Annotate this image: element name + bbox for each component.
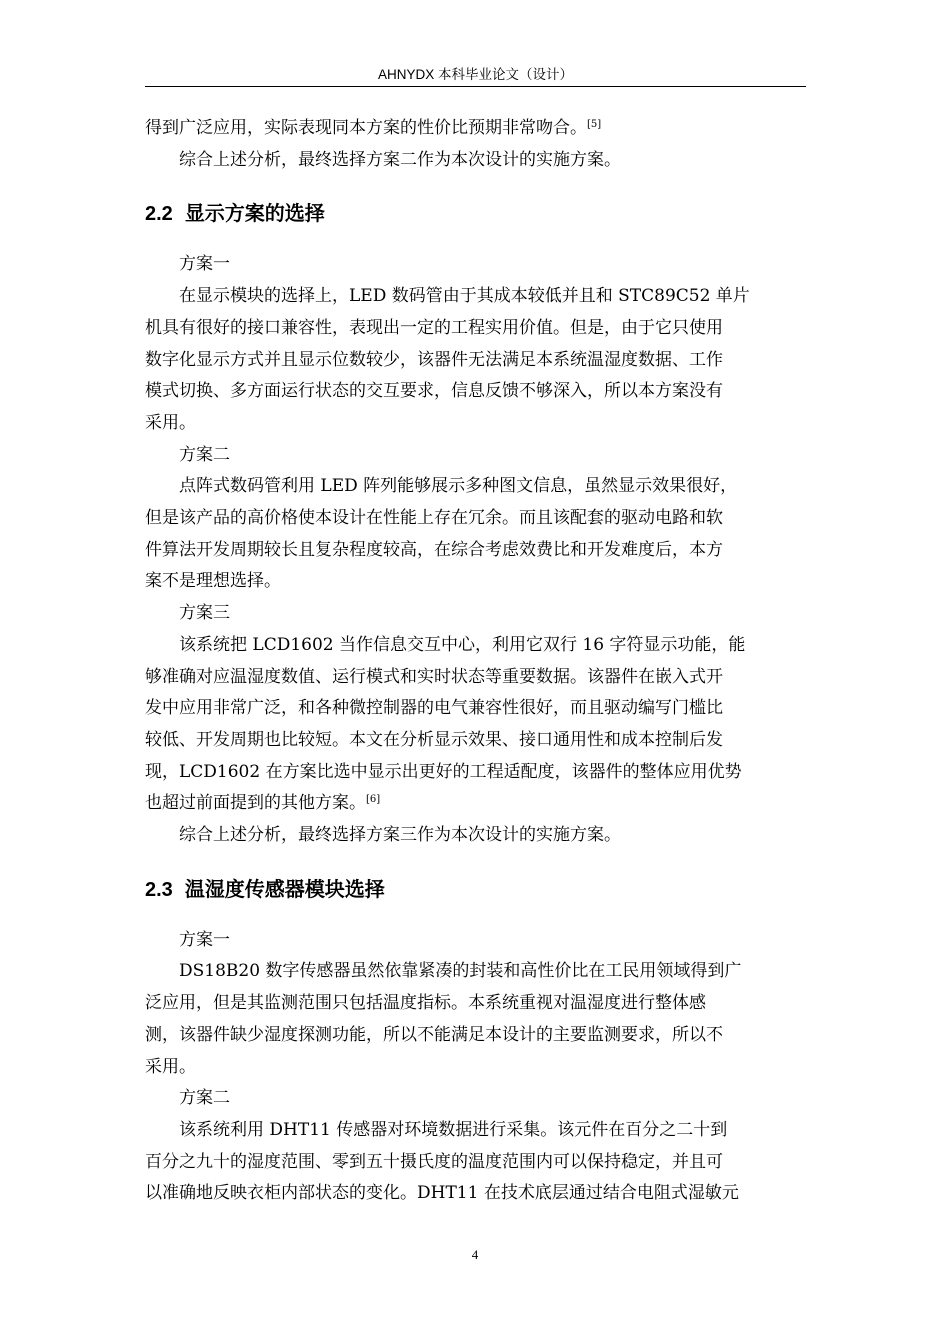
text-line: 够准确对应温湿度数值、运行模式和实时状态等重要数据。该器件在嵌入式开 bbox=[145, 666, 723, 687]
citation: [6] bbox=[366, 794, 381, 806]
text-line: 数字化显示方式并且显示位数较少，该器件无法满足本系统温湿度数据、工作 bbox=[145, 349, 723, 370]
paragraph bbox=[145, 1115, 806, 1210]
text-line: 件算法开发周期较长且复杂程度较高，在综合考虑效费比和开发难度后，本方 bbox=[145, 539, 723, 560]
paragraph-conclusion: 综合上述分析，最终选择方案二作为本次设计的实施方案。 bbox=[179, 149, 621, 170]
text-line: 以准确地反映衣柜内部状态的变化。DHT11 在技术底层通过结合电阻式湿敏元 bbox=[145, 1183, 739, 1204]
scheme-label: 方案一 bbox=[179, 254, 230, 275]
text-line: 点阵式数码管利用 LED 阵列能够展示多种图文信息，虽然显示效果很好， bbox=[179, 476, 738, 497]
paragraph-conclusion: 综合上述分析，最终选择方案三作为本次设计的实施方案。 bbox=[179, 825, 621, 846]
text-line: 该系统把 LCD1602 当作信息交互中心，利用它双行 16 字符显示功能，能 bbox=[179, 634, 746, 655]
paragraph-text: 得到广泛应用，实际表现同本方案的性价比预期非常吻合。 bbox=[145, 118, 587, 138]
scheme-label: 方案一 bbox=[179, 929, 230, 950]
text-line: 泛应用，但是其监测范围只包括温度指标。本系统重视对温湿度进行整体感 bbox=[145, 993, 706, 1014]
scheme-label: 方案二 bbox=[179, 444, 230, 465]
scheme-label: 方案三 bbox=[179, 603, 230, 624]
text-line: 采用。 bbox=[145, 1056, 196, 1077]
running-header: AHNYDX 本科毕业论文（设计） bbox=[145, 64, 806, 87]
text-line: 但是该产品的高价格使本设计在性能上存在冗余。而且该配套的驱动电路和软 bbox=[145, 508, 723, 529]
paragraph bbox=[145, 630, 806, 820]
page-number: 4 bbox=[471, 1247, 479, 1262]
text-line: 机具有很好的接口兼容性，表现出一定的工程实用价值。但是，由于它只使用 bbox=[145, 317, 723, 338]
text-line: DS18B20 数字传感器虽然依靠紧凑的封装和高性价比在工民用领域得到广 bbox=[179, 961, 742, 982]
text-line: 现，LCD1602 在方案比选中显示出更好的工程适配度，该器件的整体应用优势 bbox=[145, 761, 742, 782]
text-line: 百分之九十的湿度范围、零到五十摄氏度的温度范围内可以保持稳定，并且可 bbox=[145, 1151, 723, 1172]
section-number: 2.2 bbox=[145, 203, 173, 226]
text-line: 模式切换、多方面运行状态的交互要求，信息反馈不够深入，所以本方案没有 bbox=[145, 381, 723, 402]
section-heading-2-2 bbox=[145, 199, 806, 228]
section-title: 显示方案的选择 bbox=[184, 201, 325, 226]
text-line: 较低、开发周期也比较短。本文在分析显示效果、接口通用性和成本控制后发 bbox=[145, 729, 723, 750]
paragraph-continuation bbox=[145, 113, 806, 145]
paragraph bbox=[145, 956, 806, 1083]
text-line: 在显示模块的选择上，LED 数码管由于其成本较低并且和 STC89C52 单片 bbox=[179, 286, 750, 307]
page-body bbox=[145, 113, 806, 1210]
section-title: 温湿度传感器模块选择 bbox=[184, 876, 385, 901]
text-line: 该系统利用 DHT11 传感器对环境数据进行采集。该元件在百分之二十到 bbox=[179, 1119, 728, 1140]
scheme-label: 方案二 bbox=[179, 1088, 230, 1109]
text-line: 发中应用非常广泛，和各种微控制器的电气兼容性很好，而且驱动编写门槛比 bbox=[145, 698, 723, 719]
citation: [5] bbox=[587, 119, 602, 130]
section-number: 2.3 bbox=[145, 878, 173, 901]
text-line: 也超过前面提到的其他方案。[6] bbox=[145, 793, 381, 814]
text-line: 采用。 bbox=[145, 412, 196, 433]
text-line: 测，该器件缺少湿度探测功能，所以不能满足本设计的主要监测要求，所以不 bbox=[145, 1024, 723, 1045]
paragraph bbox=[145, 281, 806, 440]
text-line: 案不是理想选择。 bbox=[145, 571, 281, 592]
paragraph bbox=[145, 471, 806, 598]
section-heading-2-3 bbox=[145, 875, 806, 904]
